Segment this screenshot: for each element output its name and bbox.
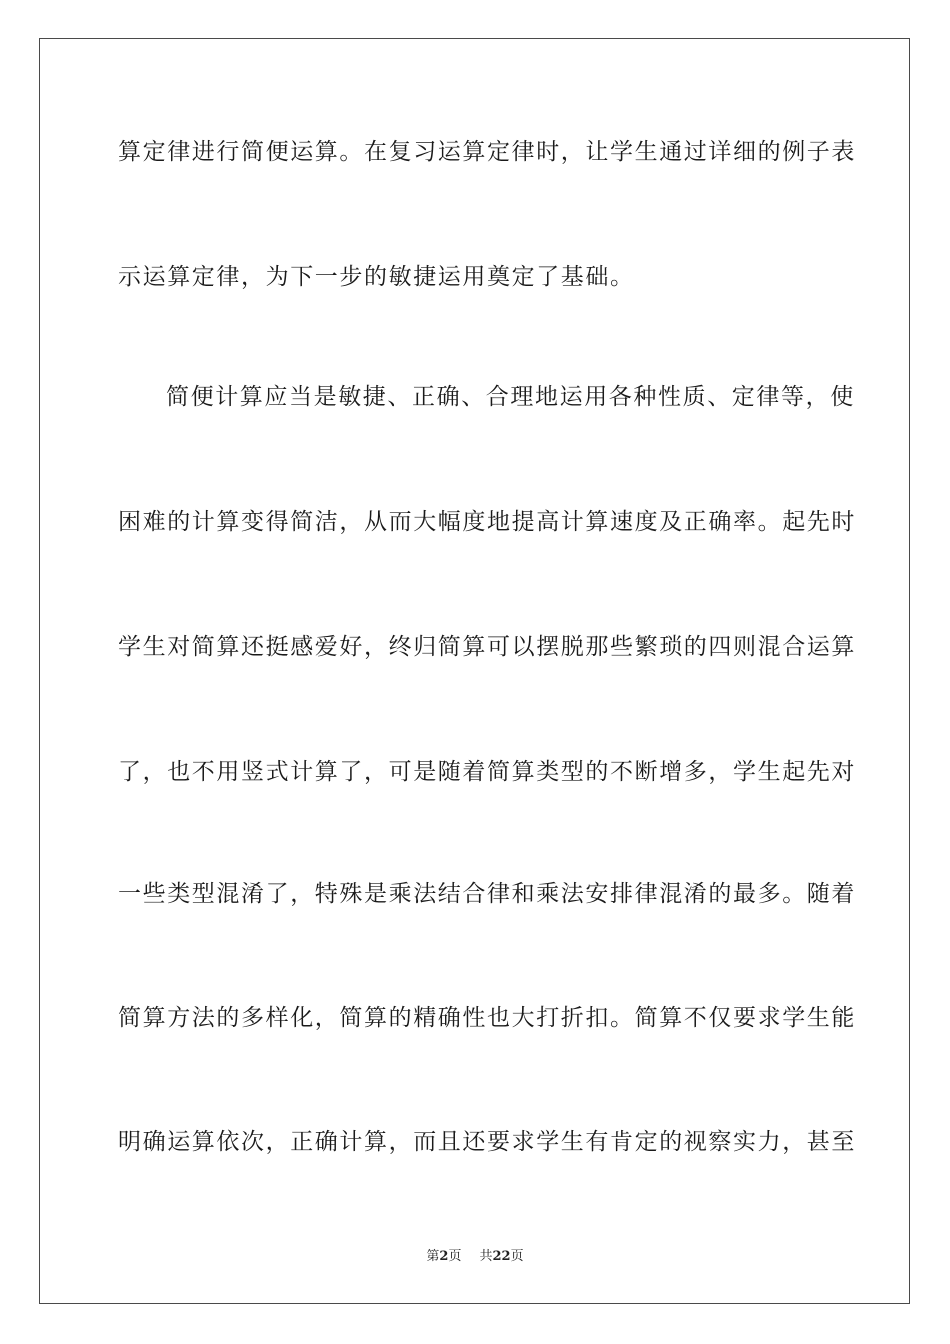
page-prefix: 第 [426, 1249, 440, 1264]
text-line-2: 示运算定律，为下一步的敏捷运用奠定了基础。 [118, 264, 635, 290]
text-line-7: 一些类型混淆了，特殊是乘法结合律和乘法安排律混淆的最多。随着 [118, 881, 856, 907]
page-border [39, 38, 910, 1304]
total-pages: 22 [492, 1249, 511, 1264]
page-footer [0, 1249, 950, 1265]
text-line-5: 学生对简算还挺感爱好，终归简算可以摆脱那些繁琐的四则混合运算 [118, 634, 856, 660]
text-line-9: 明确运算依次，正确计算，而且还要求学生有肯定的视察实力，甚至 [118, 1129, 856, 1155]
text-line-1: 算定律进行简便运算。在复习运算定律时，让学生通过详细的例子表 [118, 139, 856, 165]
page-number: 2 [439, 1249, 449, 1264]
paragraph-start-line: 简便计算应当是敏捷、正确、合理地运用各种性质、定律等，使 [166, 384, 855, 410]
total-suffix: 页 [510, 1249, 524, 1264]
text-line-6: 了，也不用竖式计算了，可是随着简算类型的不断增多，学生起先对 [118, 759, 856, 785]
text-line-4: 困难的计算变得简洁，从而大幅度地提高计算速度及正确率。起先时 [118, 509, 856, 535]
page-suffix: 页 [448, 1249, 462, 1264]
total-prefix: 共 [479, 1249, 493, 1264]
text-line-8: 简算方法的多样化，简算的精确性也大打折扣。简算不仅要求学生能 [118, 1005, 856, 1031]
